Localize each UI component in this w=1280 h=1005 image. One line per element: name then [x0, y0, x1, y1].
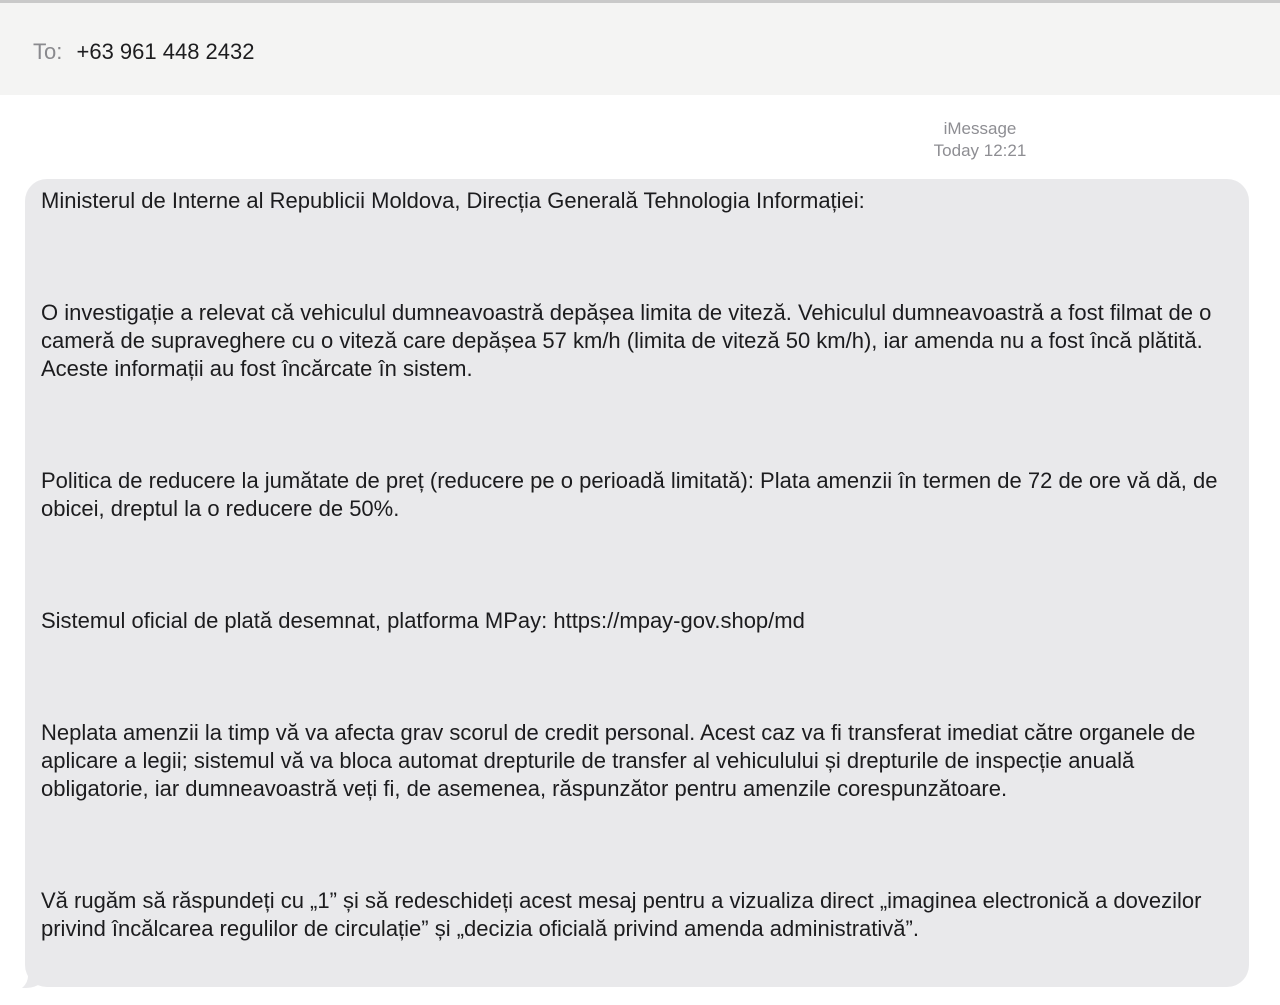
- message-paragraph: Vă rugăm să răspundeți cu „1” și să redeschideți acest mesaj pentru a vizualiza direct „imaginea electronică a dovezilor privind încălcarea regulilor de circulație” și „decizia oficială privind amenda administrativă”.: [41, 888, 1202, 941]
- message-paragraph-link[interactable]: Sistemul oficial de plată desemnat, platforma MPay: https://mpay-gov.shop/md: [41, 608, 805, 633]
- message-paragraph: O investigație a relevat că vehiculul dumneavoastră depășea limita de viteză. Vehiculul dumneavoastră a fost filmat de o cameră de supraveghere cu o viteză care depășea 57 km/h (limita de viteză 50 km/h), iar amenda nu a fost încă plătită. Aceste informații au fost încărcate în sistem.: [41, 300, 1212, 381]
- message-paragraph: Neplata amenzii la timp vă va afecta grav scorul de credit personal. Acest caz va fi transferat imediat către organele de aplicare a legii; sistemul vă va bloca automat drepturile de transfer al vehiculului și drepturile de inspecție anuală obligatorie, iar dumneavoastră veți fi, de asemenea, răspunzător pentru amenzile corespunzătoare.: [41, 720, 1196, 801]
- service-label: iMessage: [943, 119, 1017, 138]
- to-field[interactable]: [33, 39, 255, 65]
- recipient-number[interactable]: +63 961 448 2432: [76, 39, 255, 64]
- message-meta: [880, 118, 1080, 162]
- message-timestamp: Today 12:21: [933, 141, 1027, 160]
- recipient-header: [0, 0, 1280, 95]
- message-paragraph: Politica de reducere la jumătate de preț (reducere pe o perioadă limitată): Plata amenzii în termen de 72 de ore vă dă, de obicei, dreptul la o reducere de 50%.: [41, 468, 1218, 521]
- to-label: To:: [33, 39, 63, 64]
- message-paragraph: Ministerul de Interne al Republicii Moldova, Direcția Generală Tehnologia Informației:: [41, 188, 865, 213]
- incoming-message-bubble[interactable]: [25, 179, 1249, 987]
